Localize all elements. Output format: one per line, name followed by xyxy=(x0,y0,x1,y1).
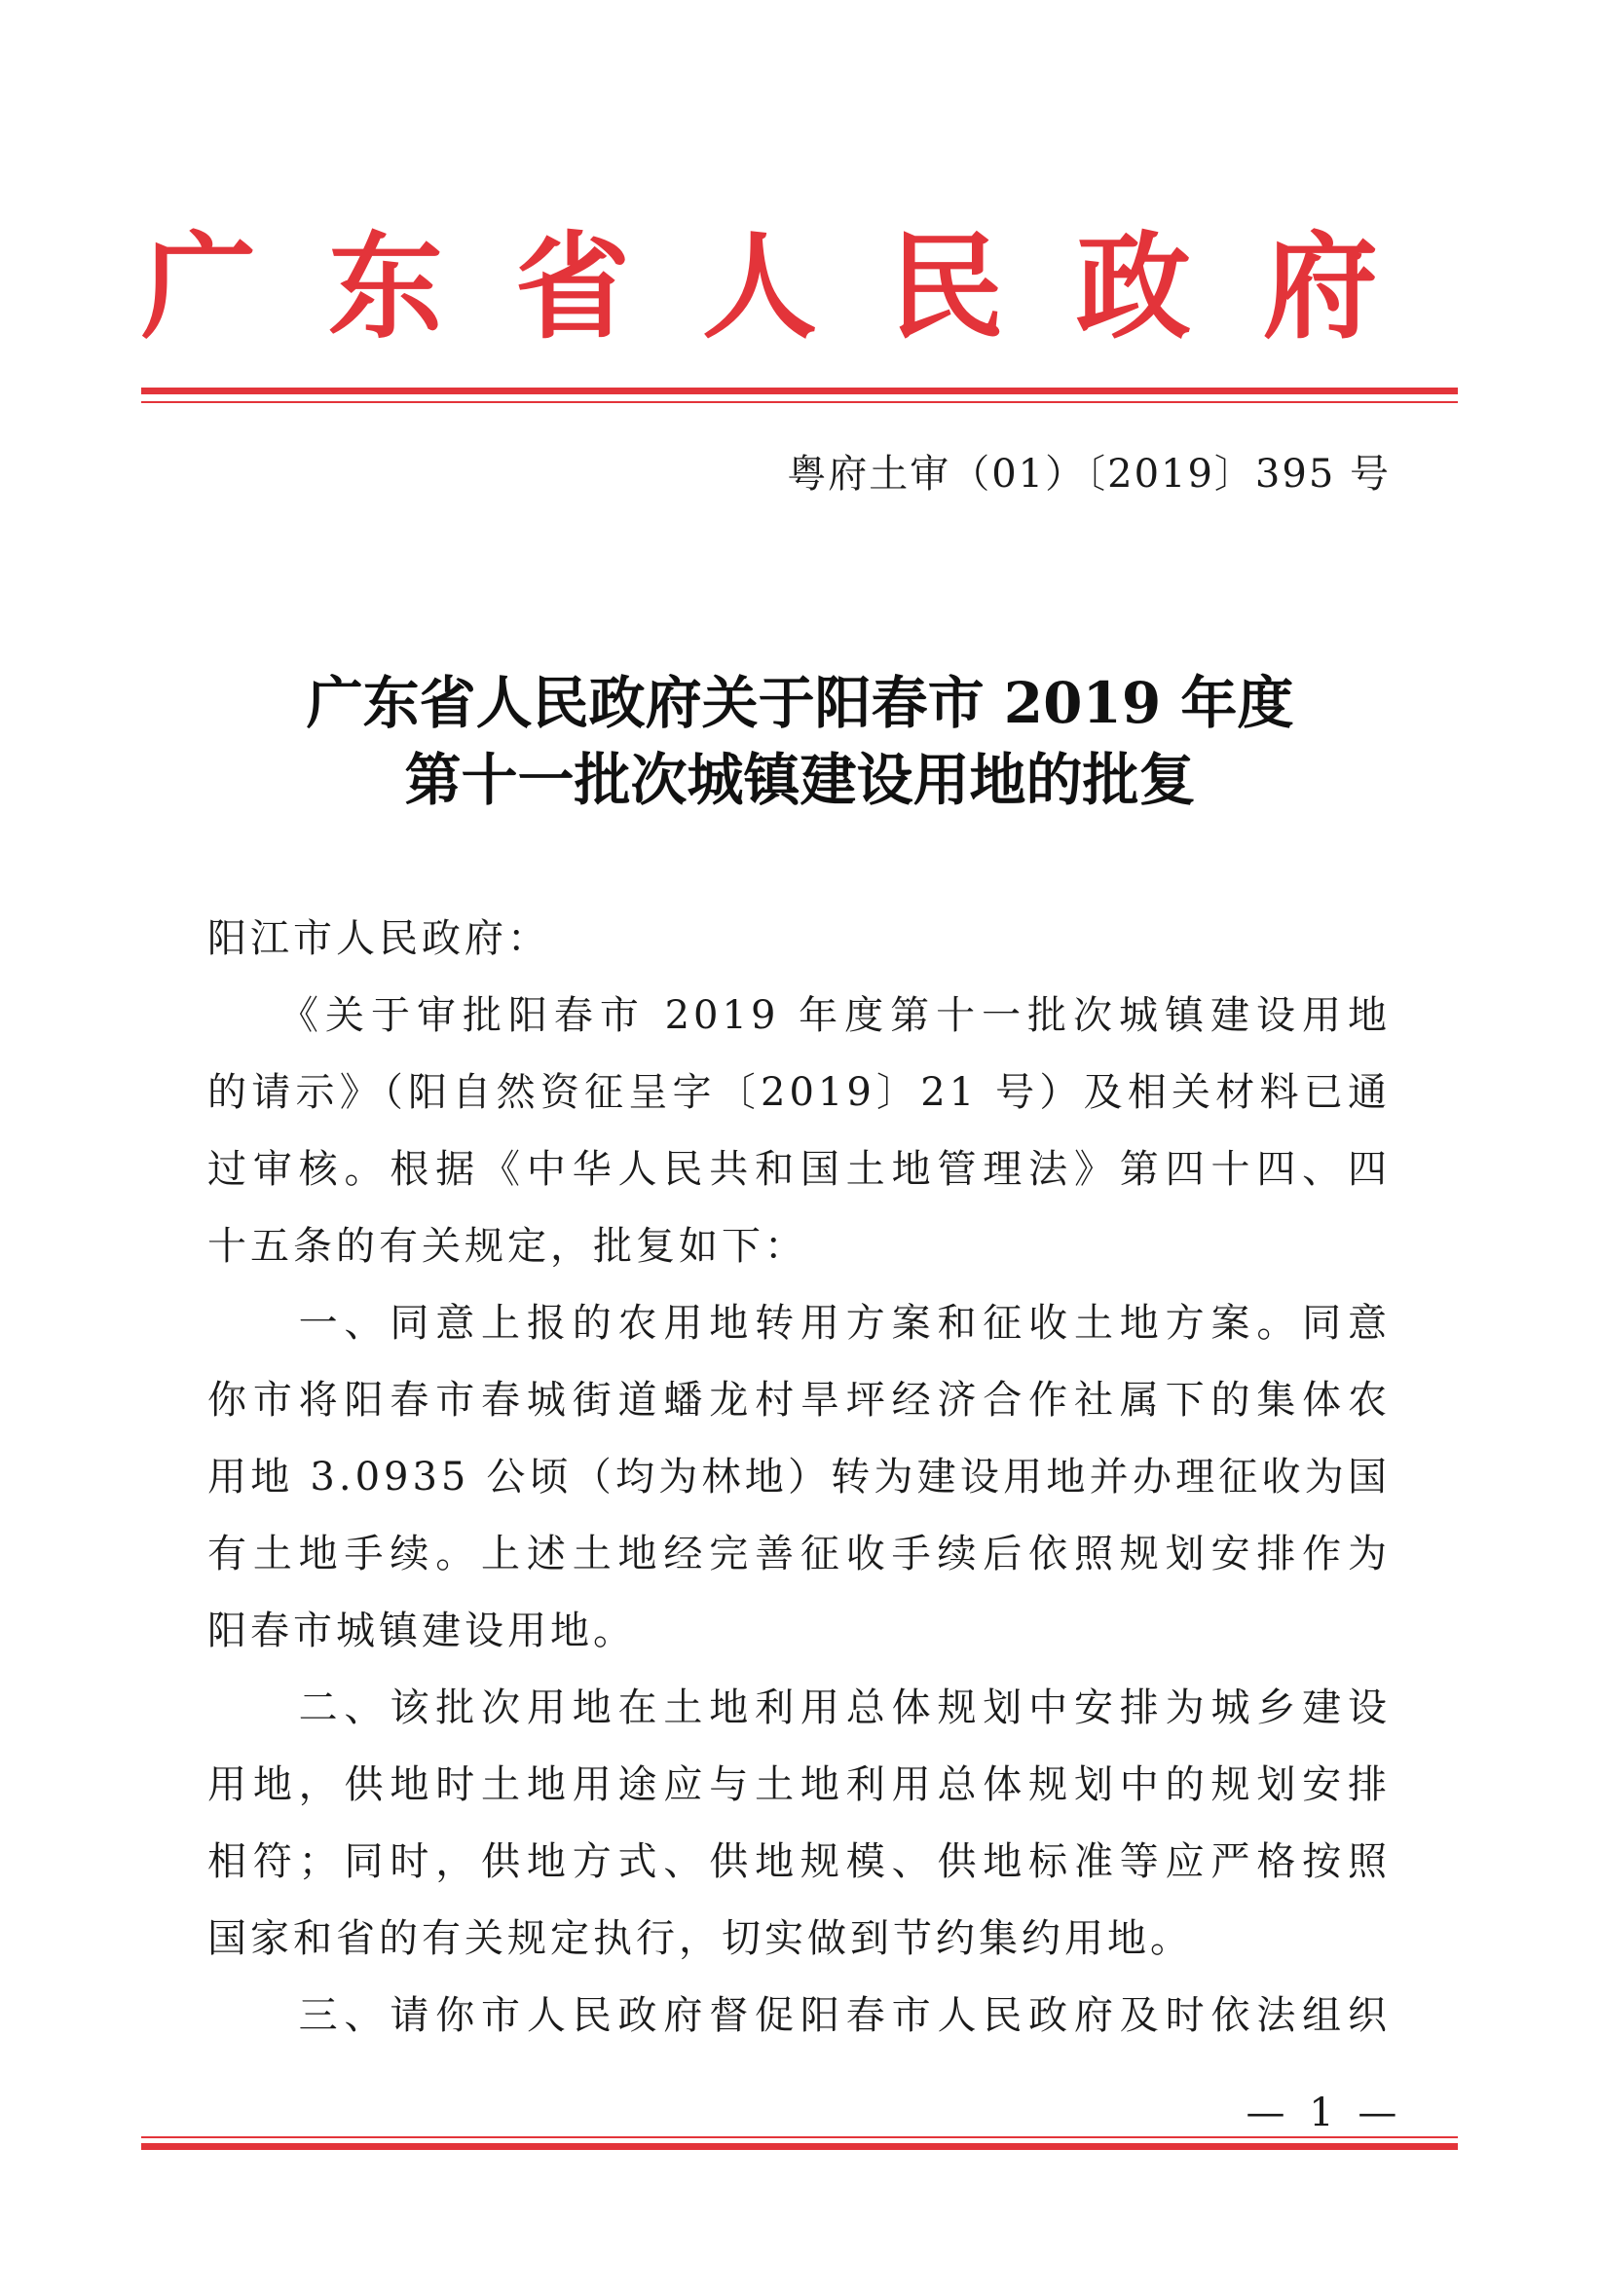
body-line: 用地 3.0935 公顷（均为林地）转为建设用地并办理征收为国 xyxy=(207,1455,1391,1500)
body-line: 《关于审批阳春市 2019 年度第十一批次城镇建设用地 xyxy=(207,993,1391,1038)
masthead-char: 东 xyxy=(327,219,443,354)
body-line: 三、请你市人民政府督促阳春市人民政府及时依法组织 xyxy=(207,1993,1391,2038)
footer-divider-thick xyxy=(141,2143,1458,2150)
masthead-char: 广 xyxy=(141,219,257,354)
body-line: 一、同意上报的农用地转用方案和征收土地方案。同意 xyxy=(207,1301,1391,1346)
header-divider-thin xyxy=(141,401,1458,403)
body-line: 过审核。根据《中华人民共和国土地管理法》第四十四、四 xyxy=(207,1147,1391,1192)
body-line: 用地，供地时土地用途应与土地利用总体规划中的规划安排 xyxy=(207,1762,1391,1807)
body-line: 阳春市城镇建设用地。 xyxy=(207,1609,636,1653)
body-line: 你市将阳春市春城街道蟠龙村旱坪经济合作社属下的集体农 xyxy=(207,1378,1391,1423)
masthead-char: 民 xyxy=(888,219,1004,354)
document-title-line-1: 广东省人民政府关于阳春市 2019 年度 xyxy=(306,670,1294,736)
masthead-char: 政 xyxy=(1075,219,1191,354)
masthead-char: 省 xyxy=(514,219,630,354)
masthead-char: 府 xyxy=(1262,219,1378,354)
page-number: — 1 — xyxy=(1246,2091,1403,2135)
document-number: 粤府土审（01）〔2019〕395 号 xyxy=(787,452,1391,497)
body-line: 的请示》（阳自然资征呈字〔2019〕21 号）及相关材料已通 xyxy=(207,1070,1391,1115)
masthead-title xyxy=(141,209,1378,365)
masthead-char: 人 xyxy=(701,219,817,354)
salutation: 阳江市人民政府： xyxy=(207,916,550,961)
document-title-line-2: 第十一批次城镇建设用地的批复 xyxy=(404,747,1196,813)
body-line: 十五条的有关规定，批复如下： xyxy=(207,1224,807,1269)
document-body xyxy=(207,901,1391,2055)
body-line: 相符；同时，供地方式、供地规模、供地标准等应严格按照 xyxy=(207,1839,1391,1884)
footer-divider-thin xyxy=(141,2136,1458,2138)
body-line: 有土地手续。上述土地经完善征收手续后依照规划安排作为 xyxy=(207,1532,1391,1576)
header-divider-thick xyxy=(141,388,1458,394)
body-line: 国家和省的有关规定执行，切实做到节约集约用地。 xyxy=(207,1916,1193,1961)
body-line: 二、该批次用地在土地利用总体规划中安排为城乡建设 xyxy=(207,1685,1391,1730)
